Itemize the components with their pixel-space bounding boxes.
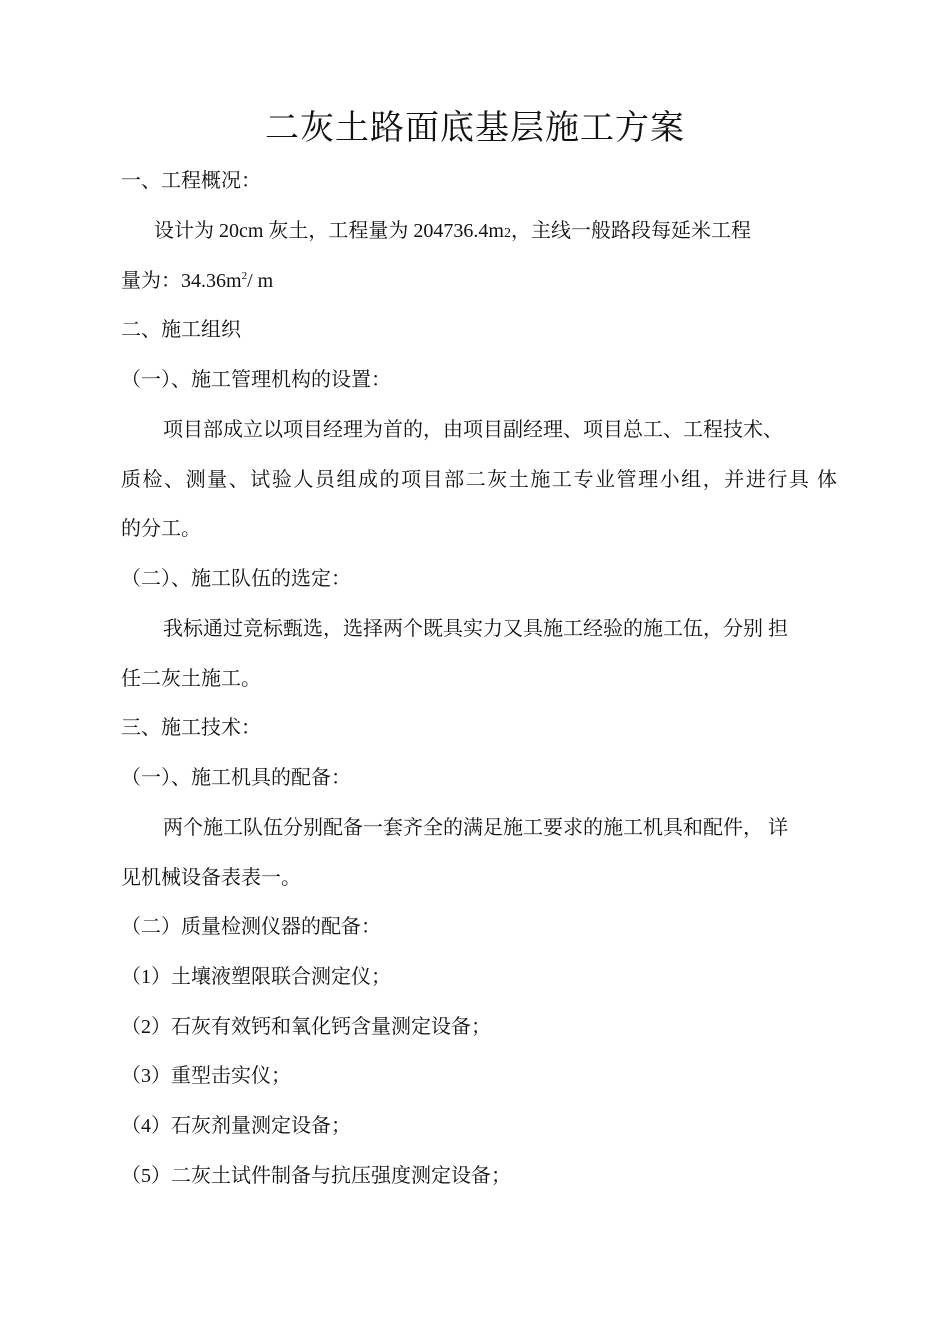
team-paragraph-line-2: 任二灰土施工。 [121,668,261,690]
list-item: （1）土壤液塑限联合测定仪； [121,966,391,988]
overview-unit-subscript: 2 [504,226,511,241]
list-item: （3）重型击实仪； [121,1065,291,1087]
management-paragraph-line-3: 的分工。 [121,518,201,540]
management-paragraph-line-2: 质检、测量、试验人员组成的项目部二灰土施工专业管理小组，并进行具 体 [121,469,837,491]
management-paragraph-line-1: 项目部成立以项目经理为首的，由项目副经理、项目总工、工程技术、 [163,419,783,441]
list-item: （2）石灰有效钙和氧化钙含量测定设备； [121,1016,491,1038]
machinery-paragraph-line-1: 两个施工队伍分别配备一套齐全的满足施工要求的施工机具和配件， 详 [163,817,788,839]
list-item: （4）石灰剂量测定设备； [121,1115,351,1137]
list-item: （5）二灰土试件制备与抗压强度测定设备； [121,1165,511,1187]
subheading-management: （一）、施工管理机构的设置： [121,369,391,391]
section-heading-overview: 一、工程概况： [121,170,261,192]
document-title: 二灰土路面底基层施工方案 [265,110,685,147]
overview-quantity-text: 设计为 20cm 灰土，工程量为 204736.4m [154,220,504,242]
overview-quantity-rest: ，主线一般路段每延米工程 [511,220,751,242]
section-heading-technology: 三、施工技术： [121,717,261,739]
subheading-machinery: （一）、施工机具的配备： [121,767,351,789]
overview-per-meter-rest: / m [247,270,274,292]
overview-paragraph-line-1 [154,216,751,249]
subheading-instruments: （二）质量检测仪器的配备： [121,916,381,938]
overview-per-meter-text: 量为：34.36m [121,270,242,292]
overview-paragraph-line-2 [121,266,273,296]
overview-unit-superscript: 2 [241,270,248,282]
section-heading-organization: 二、施工组织 [121,319,241,341]
team-paragraph-line-1: 我标通过竞标甄选，选择两个既具实力又具施工经验的施工伍，分别 担 [163,618,788,640]
machinery-paragraph-line-2: 见机械设备表表一。 [121,867,301,889]
subheading-team-selection: （二）、施工队伍的选定： [121,568,351,590]
